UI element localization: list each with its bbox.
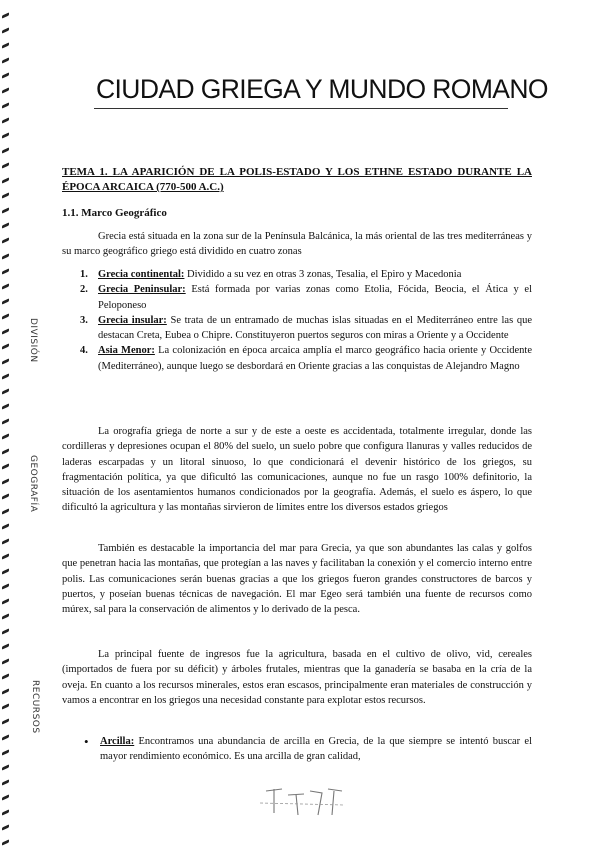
section-heading: 1.1. Marco Geográfico [62, 207, 167, 219]
regions-list [80, 267, 532, 374]
tema-heading: TEMA 1. LA APARICIÓN DE LA POLIS-ESTADO Y LOS ETHNE ESTADO DURANTE LA ÉPOCA ARCAICA (770-500 A.C.) [62, 166, 532, 193]
resources-text: Encontramos una abundancia de arcilla en Grecia, de la que siempre se intentó buscar el mayor rendimiento económico. Es una arcilla de gran calidad, [100, 736, 532, 763]
regions-number: 1. [80, 269, 88, 280]
title-underline [94, 108, 508, 109]
resources-item [84, 734, 532, 765]
regions-label: Grecia insular: [98, 314, 167, 326]
regions-item [80, 267, 532, 282]
spiral-binding [2, 14, 12, 844]
regions-text: Está formada por varias zonas como Etolia, Fócida, Beocia, el Ática y el Peloponeso [98, 284, 533, 311]
regions-number: 3. [80, 314, 88, 326]
intro-paragraph: Grecia está situada en la zona sur de la Península Balcánica, la más oriental de las tres mediterráneas y su marco geográfico griego está dividido en cuatro zonas [62, 231, 532, 258]
regions-label: Grecia continental: [98, 269, 185, 280]
regions-item [80, 343, 532, 374]
agriculture-paragraph: La principal fuente de ingresos fue la agricultura, basada en el cultivo de olivo, vid, cereales (importados de fuera por su déficit) y árboles frutales, mientras que la ganadería se basaba en la cría de la oveja. En cuanto a los recursos minerales, estos eran escasos, principalmente eran materiales de construcción y vamos a encontrar en los griegos una necesidad constante para explotar estos recursos. [62, 649, 532, 706]
margin-note-geography: GEOGRAFÍA [28, 455, 38, 513]
regions-number: 2. [80, 284, 88, 296]
sea-paragraph: También es destacable la importancia del mar para Grecia, ya que son abundantes las calas y golfos que penetran hacia las montañas, que protegían a las naves y facilitaban la conexión y el comercio interno entre polis. Las comunicaciones serán buenas gracias a que los griegos fueron grandes constructores de barcos y puertos, y poseían buenas técnicas de navegación. El mar Egeo será también una fuente de recursos como múrex, sal para la conservación de alimentos y lo derivado de la pesca. [62, 543, 532, 616]
regions-text: Se trata de un entramado de muchas islas situadas en el Mediterráneo entre las que destacan Creta, Eubea o Chipre. Constituyeron puertos seguros con miras a Oriente y a Occidente [98, 314, 532, 342]
orography-paragraph: La orografía griega de norte a sur y de este a oeste es accidentada, totalmente irregular, donde las cordilleras y depresiones ocupan el 80% del suelo, un suelo pobre que configura llanuras y valles reducidos de laderas escarpadas y un litoral sinuoso, lo que condicionará el devenir histórico de los griegos, su fragmentación política, ya que dificultó las comunicaciones, aunque no fue un rasgo 100% definitorio, la situación de los asentamientos humanos condicionados por la geografía. Además, el suelo es áspero, lo que dificultó la agricultura y las montañas sirvieron de límites entre los diversos estados griegos [62, 426, 532, 514]
regions-number: 4. [80, 345, 88, 357]
regions-item [80, 282, 532, 313]
resources-label: Arcilla: [100, 736, 135, 747]
page-footer-mark [252, 785, 348, 819]
regions-item [80, 313, 532, 344]
page-title: CIUDAD GRIEGA Y MUNDO ROMANO [96, 74, 548, 104]
margin-note-resources: RECURSOS [30, 680, 40, 734]
regions-label: Asia Menor: [98, 345, 155, 357]
regions-text: La colonización en época arcaica amplía el marco geográfico hacia oriente y Occidente (Mediterráneo), aunque luego se desbordará en Oriente gracias a las conquistas de Alejandro Magno [98, 345, 533, 372]
regions-label: Grecia Peninsular: [98, 284, 186, 296]
resources-list [84, 734, 532, 765]
regions-text: Dividido a su vez en otras 3 zonas, Tesalia, el Epiro y Macedonia [184, 269, 462, 280]
margin-note-division: DIVISIÓN [28, 318, 38, 363]
